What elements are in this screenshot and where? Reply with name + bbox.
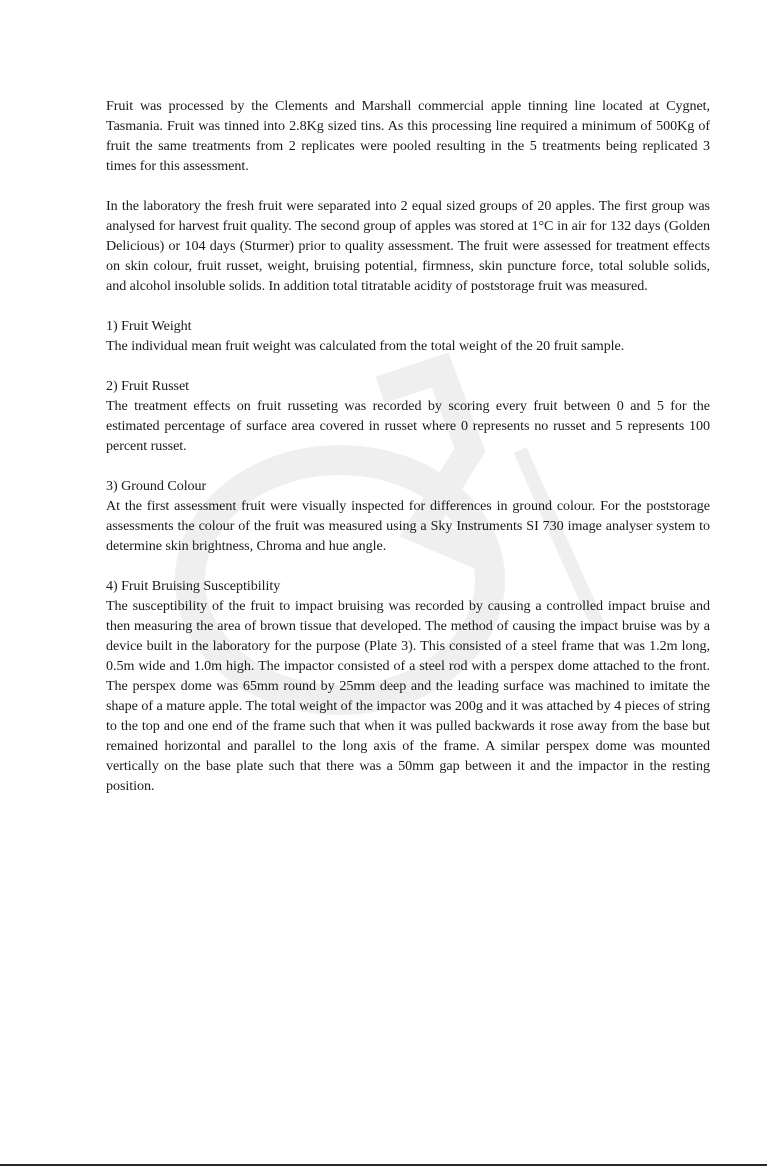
section-fruit-weight: [106, 316, 710, 356]
page-bottom-rule: [0, 1164, 767, 1166]
paragraph-laboratory: In the laboratory the fresh fruit were separated into 2 equal sized groups of 20 apples. The first group was analysed for harvest fruit quality. The second group of apples was stored at 1°C in air for 132 days (Golden Delicious) or 104 days (Sturmer) prior to quality assessment. The fruit were assessed for treatment effects on skin colour, fruit russet, weight, bruising potential, firmness, skin puncture force, total soluble solids, and alcohol insoluble solids. In addition total titratable acidity of poststorage fruit was measured.: [106, 198, 710, 294]
section-body: At the first assessment fruit were visually inspected for differences in ground colour. For the poststorage assessments the colour of the fruit was measured using a Sky Instruments SI 730 image analyser system to determine skin brightness, Chroma and hue angle.: [106, 498, 710, 554]
section-body: The susceptibility of the fruit to impact bruising was recorded by causing a controlled impact bruise and then measuring the area of brown tissue that developed. The method of causing the impact bruise was by a device built in the laboratory for the purpose (Plate 3). This consisted of a steel frame that was 1.2m long, 0.5m wide and 1.0m high. The impactor consisted of a steel rod with a perspex dome attached to the front. The perspex dome was 65mm round by 25mm deep and the leading surface was machined to imitate the shape of a mature apple. The total weight of the impactor was 200g and it was attached by 4 pieces of string to the top and one end of the frame such that when it was pulled backwards it rose away from the base but remained horizontal and parallel to the long axis of the frame. A similar perspex dome was mounted vertically on the base plate such that there was a 50mm gap between it and the impactor in the resting position.: [106, 598, 710, 794]
document-body: [106, 96, 710, 816]
section-body: The treatment effects on fruit russeting was recorded by scoring every fruit between 0 and 5 for the estimated percentage of surface area covered in russet where 0 represents no russet and 5 represents 100 percent russet.: [106, 398, 710, 454]
section-body: The individual mean fruit weight was calculated from the total weight of the 20 fruit sample.: [106, 338, 625, 354]
section-heading: 4) Fruit Bruising Susceptibility: [106, 578, 281, 594]
section-heading: 1) Fruit Weight: [106, 318, 192, 334]
section-fruit-bruising: [106, 576, 710, 796]
section-heading: 3) Ground Colour: [106, 478, 207, 494]
section-heading: 2) Fruit Russet: [106, 378, 190, 394]
section-ground-colour: [106, 476, 710, 556]
paragraph-processing: Fruit was processed by the Clements and Marshall commercial apple tinning line located at Cygnet, Tasmania. Fruit was tinned into 2.8Kg sized tins. As this processing line required a minimum of 500Kg of fruit the same treatments from 2 replicates were pooled resulting in the 5 treatments being replicated 3 times for this assessment.: [106, 98, 710, 174]
section-fruit-russet: [106, 376, 710, 456]
